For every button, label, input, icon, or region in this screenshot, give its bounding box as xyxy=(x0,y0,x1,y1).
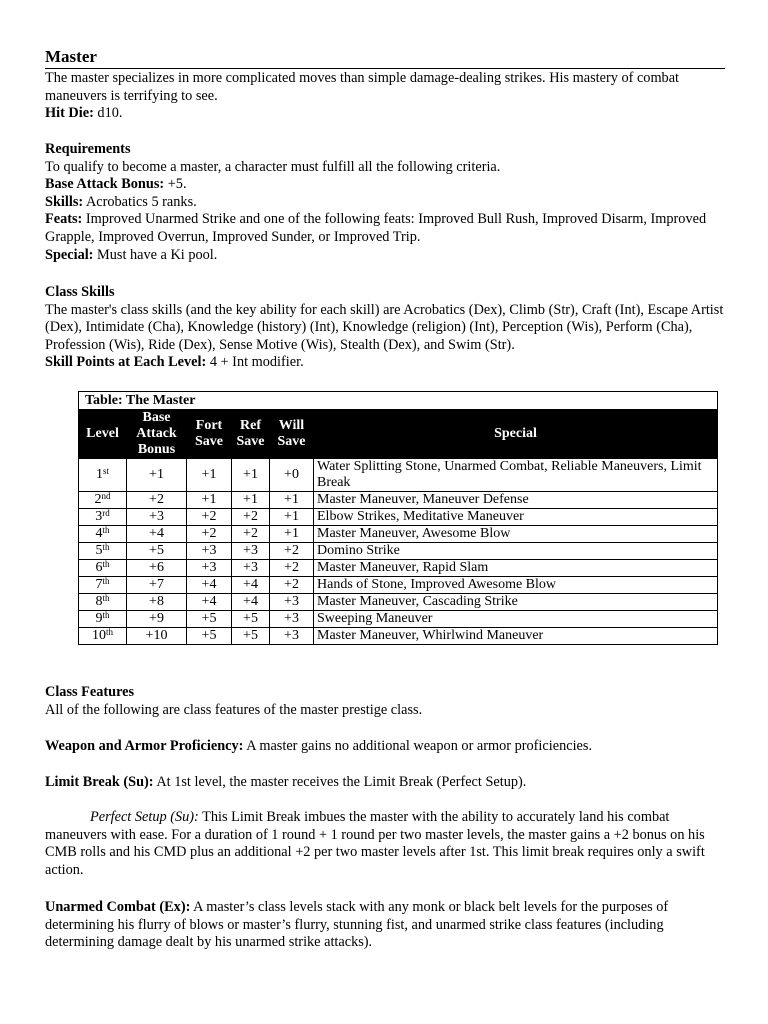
header-fort: Fort Save xyxy=(187,410,232,459)
bab-cell: +8 xyxy=(127,594,187,611)
bab-label: Base Attack Bonus: xyxy=(45,176,165,193)
fort-cell: +4 xyxy=(187,594,232,611)
special-cell: Water Splitting Stone, Unarmed Combat, Reliable Maneuvers, Limit Break xyxy=(314,459,718,492)
perfect-setup xyxy=(45,809,725,879)
weapon-value: A master gains no additional weapon or armor proficiencies. xyxy=(243,738,593,754)
header-will: Will Save xyxy=(270,410,314,459)
level-cell: 10th xyxy=(79,628,127,645)
limit-break-value: At 1st level, the master receives the Limit Break (Perfect Setup). xyxy=(153,774,527,790)
ref-cell: +5 xyxy=(232,611,270,628)
fort-cell: +2 xyxy=(187,526,232,543)
fort-cell: +2 xyxy=(187,509,232,526)
class-skills-section xyxy=(45,284,725,372)
special-cell: Elbow Strikes, Meditative Maneuver xyxy=(314,509,718,526)
bab-cell: +5 xyxy=(127,543,187,560)
requirements-section xyxy=(45,141,725,264)
unarmed-combat-value: A master’s class levels stack with any monk or black belt levels for the purposes of determining his flurry of blows or master’s flurry, stunning fist, and unarmed strike class features (including determining damage dealt by his unarmed strike attacks). xyxy=(45,899,669,951)
special-cell: Master Maneuver, Rapid Slam xyxy=(314,560,718,577)
fort-cell: +5 xyxy=(187,611,232,628)
title-divider xyxy=(45,68,725,69)
limit-break xyxy=(45,774,725,792)
will-cell: +0 xyxy=(270,459,314,492)
table-row xyxy=(79,611,718,628)
will-cell: +2 xyxy=(270,560,314,577)
bab-cell: +7 xyxy=(127,577,187,594)
level-cell: 7th xyxy=(79,577,127,594)
special-label: Special: xyxy=(45,246,94,263)
bab-cell: +9 xyxy=(127,611,187,628)
table-row xyxy=(79,492,718,509)
requirements-heading: Requirements xyxy=(45,141,131,157)
special-cell: Master Maneuver, Maneuver Defense xyxy=(314,492,718,509)
table-caption: Table: The Master xyxy=(79,392,718,410)
special-value: Must have a Ki pool. xyxy=(93,246,218,263)
class-skills-text: The master's class skills (and the key ability for each skill) are Acrobatics (Dex), Climb (Str), Craft (Int), Escape Artist (Dex), Intimidate (Cha), Knowledge (history) (Int), Knowledge (religion) (Int), Perception (Wis), Perform (Cha), Profession (Wis), Ride (Dex), Sense Motive (Wis), Stealth (Dex), and Swim (Str). xyxy=(45,301,724,353)
will-cell: +2 xyxy=(270,577,314,594)
level-cell: 6th xyxy=(79,560,127,577)
perfect-setup-label: Perfect Setup (Su): xyxy=(90,809,199,825)
special-cell: Master Maneuver, Cascading Strike xyxy=(314,594,718,611)
limit-break-label: Limit Break (Su): xyxy=(45,774,154,790)
ref-cell: +1 xyxy=(232,492,270,509)
hit-die-line xyxy=(45,105,725,123)
feats-label: Feats: xyxy=(45,211,83,228)
special-cell: Sweeping Maneuver xyxy=(314,611,718,628)
weapon-label: Weapon and Armor Proficiency: xyxy=(45,738,244,754)
ref-cell: +4 xyxy=(232,577,270,594)
ref-cell: +2 xyxy=(232,509,270,526)
table-row xyxy=(79,526,718,543)
hit-die-label: Hit Die: xyxy=(45,105,94,122)
master-table xyxy=(78,391,718,645)
intro-text: The master specializes in more complicated moves than simple damage-dealing strikes. His mastery of combat maneuvers is terrifying to see. xyxy=(45,70,680,104)
header-bab: Base Attack Bonus xyxy=(127,410,187,459)
skills-label: Skills: xyxy=(45,193,84,210)
ref-cell: +3 xyxy=(232,543,270,560)
skill-points-line xyxy=(45,354,725,372)
fort-cell: +3 xyxy=(187,543,232,560)
header-special: Special xyxy=(314,410,718,459)
header-level: Level xyxy=(79,410,127,459)
special-cell: Domino Strike xyxy=(314,543,718,560)
table-row xyxy=(79,594,718,611)
class-features-section xyxy=(45,684,725,719)
bab-line xyxy=(45,176,725,194)
table-row xyxy=(79,560,718,577)
level-cell: 9th xyxy=(79,611,127,628)
skills-line xyxy=(45,194,725,212)
bab-cell: +6 xyxy=(127,560,187,577)
skills-value: Acrobatics 5 ranks. xyxy=(83,193,197,210)
fort-cell: +1 xyxy=(187,459,232,492)
weapon-proficiency xyxy=(45,738,725,756)
will-cell: +1 xyxy=(270,509,314,526)
skill-points-label: Skill Points at Each Level: xyxy=(45,354,207,371)
bab-value: +5. xyxy=(164,176,187,193)
feats-line xyxy=(45,211,725,246)
will-cell: +3 xyxy=(270,628,314,645)
fort-cell: +3 xyxy=(187,560,232,577)
level-cell: 4th xyxy=(79,526,127,543)
special-line xyxy=(45,247,725,265)
bab-cell: +2 xyxy=(127,492,187,509)
bab-cell: +1 xyxy=(127,459,187,492)
page-title: Master xyxy=(45,47,97,66)
feats-value: Improved Unarmed Strike and one of the following feats: Improved Bull Rush, Improved Disarm, Improved Grapple, Improved Overrun, Improved Sunder, or Improved Trip. xyxy=(45,211,707,245)
fort-cell: +5 xyxy=(187,628,232,645)
requirements-intro: To qualify to become a master, a character must fulfill all the following criteria. xyxy=(45,158,501,175)
will-cell: +3 xyxy=(270,611,314,628)
will-cell: +1 xyxy=(270,492,314,509)
level-cell: 8th xyxy=(79,594,127,611)
special-cell: Hands of Stone, Improved Awesome Blow xyxy=(314,577,718,594)
table-row xyxy=(79,509,718,526)
ref-cell: +1 xyxy=(232,459,270,492)
unarmed-combat-label: Unarmed Combat (Ex): xyxy=(45,899,191,915)
table-row xyxy=(79,577,718,594)
will-cell: +2 xyxy=(270,543,314,560)
bab-cell: +4 xyxy=(127,526,187,543)
level-cell: 1st xyxy=(79,459,127,492)
table-row xyxy=(79,459,718,492)
table-row xyxy=(79,543,718,560)
skill-points-value: 4 + Int modifier. xyxy=(206,354,304,371)
class-features-text: All of the following are class features of the master prestige class. xyxy=(45,701,423,718)
intro-section xyxy=(45,70,725,123)
table-row xyxy=(79,628,718,645)
special-cell: Master Maneuver, Awesome Blow xyxy=(314,526,718,543)
bab-cell: +3 xyxy=(127,509,187,526)
level-cell: 5th xyxy=(79,543,127,560)
level-cell: 3rd xyxy=(79,509,127,526)
special-cell: Master Maneuver, Whirlwind Maneuver xyxy=(314,628,718,645)
fort-cell: +4 xyxy=(187,577,232,594)
table-header-row xyxy=(79,410,718,459)
ref-cell: +4 xyxy=(232,594,270,611)
class-features-heading: Class Features xyxy=(45,684,135,700)
perfect-setup-value: This Limit Break imbues the master with the ability to accurately land his combat maneuvers with ease. For a duration of 1 round + 1 round per two master levels, the master gains a +2 bonus on his CMB rolls and his CMD plus an additional +2 per two master levels after 1st. This limit break requires only a swift action. xyxy=(45,809,705,878)
header-ref: Ref Save xyxy=(232,410,270,459)
ref-cell: +2 xyxy=(232,526,270,543)
will-cell: +3 xyxy=(270,594,314,611)
fort-cell: +1 xyxy=(187,492,232,509)
level-cell: 2nd xyxy=(79,492,127,509)
ref-cell: +5 xyxy=(232,628,270,645)
class-skills-heading: Class Skills xyxy=(45,284,115,300)
bab-cell: +10 xyxy=(127,628,187,645)
will-cell: +1 xyxy=(270,526,314,543)
ref-cell: +3 xyxy=(232,560,270,577)
unarmed-combat xyxy=(45,899,725,952)
hit-die-value: d10. xyxy=(93,105,123,122)
